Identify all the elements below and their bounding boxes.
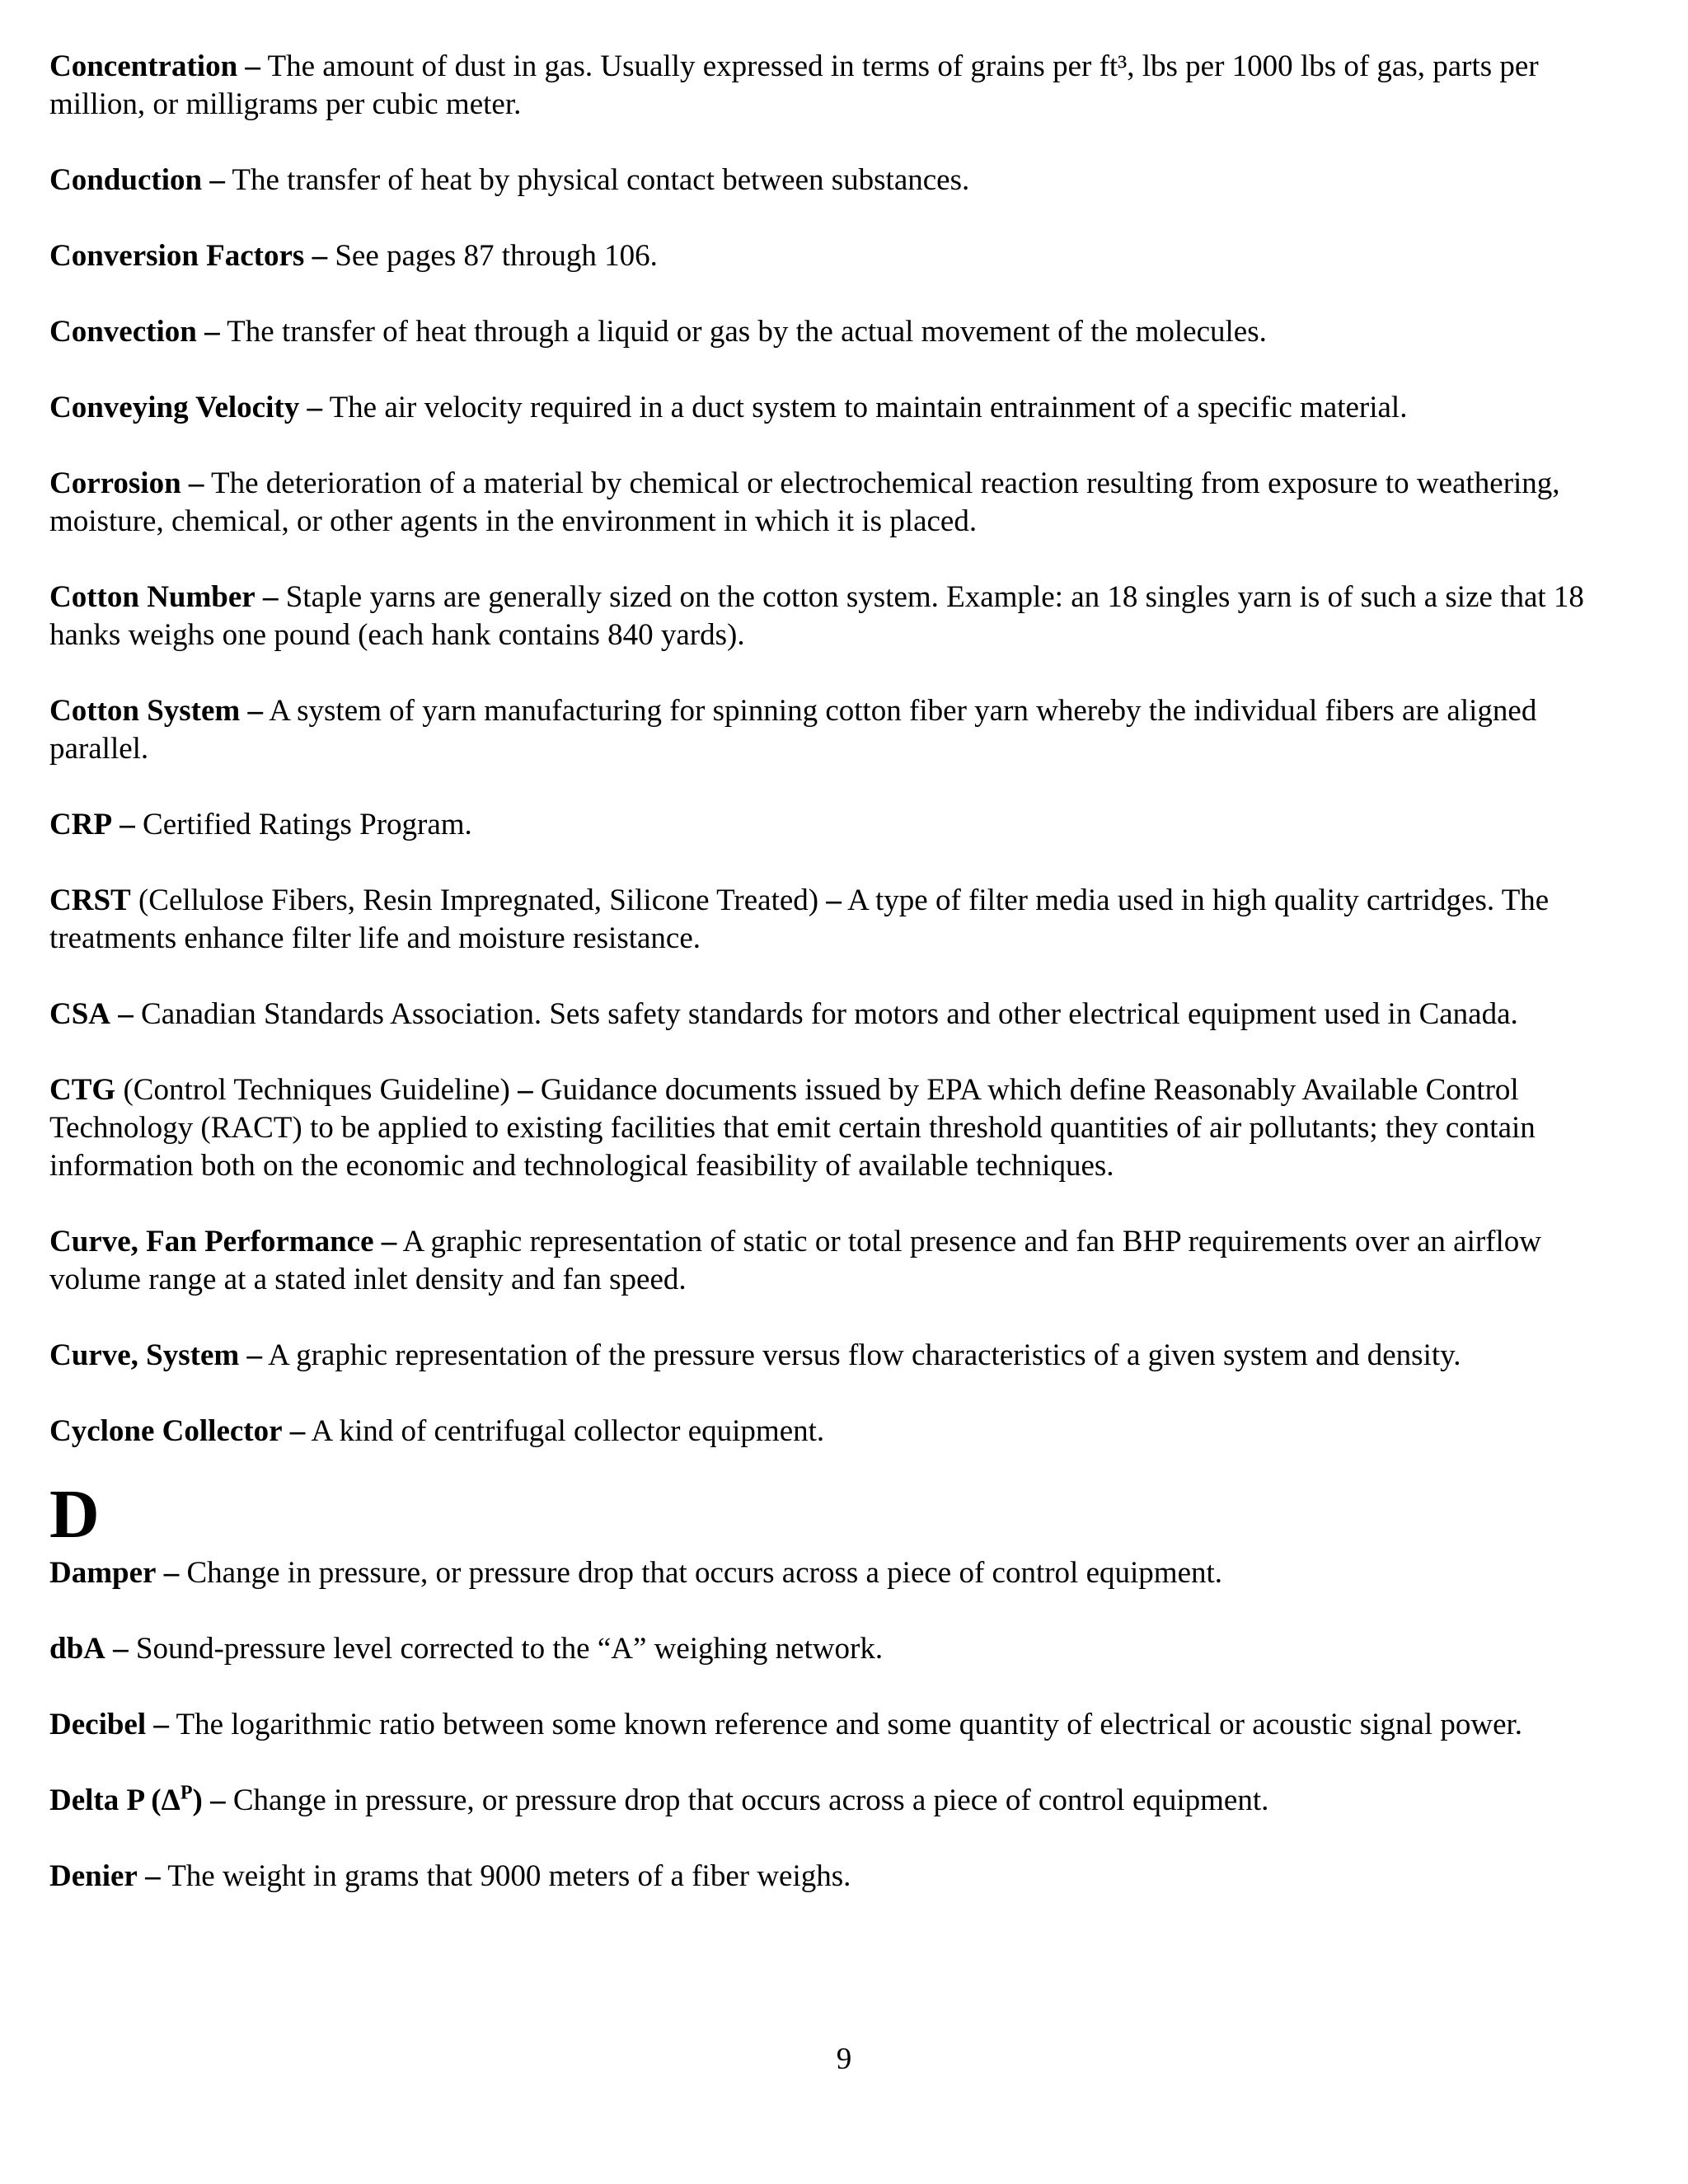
entry-definition: Staple yarns are generally sized on the cotton system. Example: an 18 singles yarn is of such a size that 18 hanks weighs one pound (each hank contains 840 yards). [49, 580, 1584, 652]
term-dash: – [246, 1338, 262, 1372]
entry-definition: A graphic representation of the pressure versus flow characteristics of a given system and density. [268, 1338, 1461, 1372]
entry-definition: Sound-pressure level corrected to the “A” weighing network. [135, 1632, 884, 1666]
entry-decibel [49, 1706, 1640, 1744]
delta-p-term-open: Delta P (Δ [49, 1783, 181, 1817]
entry-definition: The transfer of heat by physical contact between substances. [232, 163, 970, 197]
entry-term: dbA [49, 1632, 106, 1666]
entry-convection [49, 313, 1640, 351]
glossary-page [49, 48, 1640, 1933]
entry-concentration [49, 48, 1640, 124]
term-dash: – [262, 580, 279, 614]
entry-definition: The weight in grams that 9000 meters of a fiber weighs. [167, 1859, 851, 1893]
term-dash: – [153, 1708, 169, 1741]
entry-term: CRP [49, 808, 113, 841]
term-dash: – [247, 694, 263, 728]
entry-term: Conversion Factors [49, 239, 305, 273]
page-number: 9 [836, 2042, 852, 2076]
term-dash: – [245, 49, 260, 83]
entry-term: CRST [49, 883, 131, 917]
term-dash: – [312, 239, 328, 273]
entry-dba [49, 1630, 1640, 1668]
term-dash: – [381, 1225, 397, 1258]
term-dash: – [289, 1414, 306, 1448]
entry-definition: Canadian Standards Association. Sets safety standards for motors and other electrical equipment used in Canada. [141, 997, 1518, 1031]
entry-ctg [49, 1071, 1640, 1185]
entry-delta-p [49, 1782, 1640, 1820]
entry-curve-system [49, 1337, 1640, 1375]
entry-definition: Change in pressure, or pressure drop that occurs across a piece of control equipment. [186, 1556, 1223, 1590]
term-dash: – [120, 808, 135, 841]
entry-cyclone-collector [49, 1413, 1640, 1451]
entry-term: Cotton Number [49, 580, 256, 614]
entry-definition: A system of yarn manufacturing for spinning cotton fiber yarn whereby the individual fibers are aligned parallel. [49, 694, 1537, 766]
term-dash: – [145, 1859, 161, 1893]
entry-cotton-number [49, 579, 1640, 654]
entry-definition: The deterioration of a material by chemical or electrochemical reaction resulting from exposure to weathering, moisture, chemical, or other agents in the environment in which it is placed. [49, 466, 1560, 538]
section-heading-d: D [49, 1476, 100, 1553]
entry-definition: The logarithmic ratio between some known reference and some quantity of electrical or acoustic signal power. [176, 1708, 1523, 1741]
entry-expansion: (Control Techniques Guideline) [123, 1073, 510, 1107]
term-dash: – [118, 997, 134, 1031]
entry-expansion: (Cellulose Fibers, Resin Impregnated, Silicone Treated) [138, 883, 819, 917]
entry-term: CSA [49, 997, 111, 1031]
entry-definition: The air velocity required in a duct system to maintain entrainment of a specific material. [329, 391, 1408, 424]
term-dash: – [163, 1556, 180, 1590]
entry-definition: A kind of centrifugal collector equipment. [311, 1414, 825, 1448]
entry-term: CTG [49, 1073, 116, 1107]
entry-corrosion [49, 465, 1640, 541]
entry-conduction [49, 162, 1640, 199]
term-dash: – [113, 1632, 129, 1666]
term-dash: – [307, 391, 322, 424]
entry-definition: Change in pressure, or pressure drop that occurs across a piece of control equipment. [232, 1783, 1269, 1817]
term-dash: – [210, 1783, 226, 1817]
entry-term: Curve, System [49, 1338, 240, 1372]
term-dash: – [209, 163, 225, 197]
entry-cotton-system [49, 692, 1640, 768]
term-dash: – [518, 1073, 533, 1107]
entry-conversion-factors [49, 237, 1640, 275]
entry-csa [49, 996, 1640, 1033]
entry-term: Denier [49, 1859, 138, 1893]
entry-term: Conduction [49, 163, 203, 197]
entry-term: Concentration [49, 49, 238, 83]
term-dash: – [204, 315, 220, 349]
entry-term: Convection [49, 315, 197, 349]
entry-damper [49, 1554, 1640, 1592]
entry-term: Decibel [49, 1708, 147, 1741]
term-dash: – [188, 466, 204, 500]
entry-term: Curve, Fan Performance [49, 1225, 374, 1258]
entry-term: Corrosion [49, 466, 181, 500]
term-dash: – [826, 883, 842, 917]
entry-term: Conveying Velocity [49, 391, 300, 424]
delta-p-superscript: P [180, 1782, 193, 1804]
entry-conveying-velocity [49, 389, 1640, 427]
entry-definition: See pages 87 through 106. [335, 239, 658, 273]
delta-p-term-close: ) [192, 1783, 203, 1817]
entry-term: Cotton System [49, 694, 241, 728]
entry-denier [49, 1858, 1640, 1896]
entry-term: Cyclone Collector [49, 1414, 283, 1448]
entry-definition: The transfer of heat through a liquid or gas by the actual movement of the molecules. [227, 315, 1267, 349]
entry-definition: A graphic representation of static or total presence and fan BHP requirements over an airflow volume range at a stated inlet density and fan speed. [49, 1225, 1542, 1296]
entry-definition: Guidance documents issued by EPA which define Reasonably Available Control Technology (RACT) to be applied to existing facilities that emit certain threshold quantities of air pollutants; they contain information both on the economic and technological feasibility of available techniques. [49, 1073, 1536, 1183]
entry-curve-fan-performance [49, 1223, 1640, 1299]
entry-crst [49, 882, 1640, 958]
entry-definition: Certified Ratings Program. [143, 808, 472, 841]
entry-crp [49, 806, 1640, 844]
entry-term: Damper [49, 1556, 157, 1590]
entry-definition: The amount of dust in gas. Usually expressed in terms of grains per ft³, lbs per 1000 lbs of gas, parts per million, or milligrams per cubic meter. [49, 49, 1539, 121]
entry-term [49, 1783, 203, 1817]
entry-definition: A type of filter media used in high quality cartridges. The treatments enhance filter life and moisture resistance. [49, 883, 1550, 955]
